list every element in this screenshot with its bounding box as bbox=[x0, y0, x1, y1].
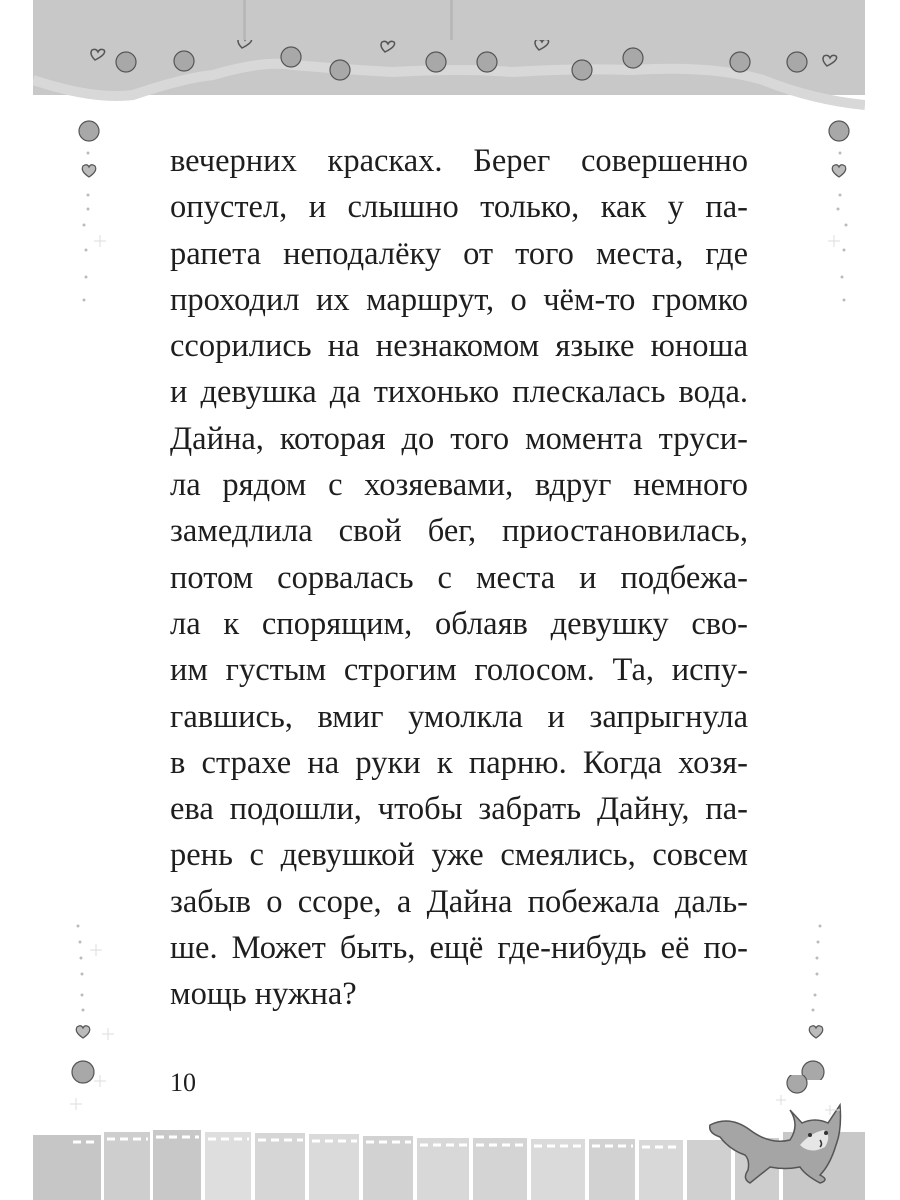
running-dog-icon bbox=[690, 1075, 890, 1200]
text-line: замедлила свой бег, приостановилась, bbox=[170, 513, 748, 550]
text-line: опустел, и слышно только, как у па- bbox=[170, 189, 748, 226]
text-line: ева подошли, чтобы забрать Дайну, па- bbox=[170, 791, 748, 828]
page-number: 10 bbox=[170, 1068, 196, 1097]
text-line: ше. Может быть, ещё где-нибудь её по- bbox=[170, 930, 748, 967]
text-line: рень с девушкой уже смеялись, совсем bbox=[170, 837, 748, 874]
ornament-icon bbox=[787, 1075, 807, 1093]
heart-icon bbox=[832, 165, 846, 177]
ornament-icon bbox=[79, 121, 99, 141]
left-bottom-decoration bbox=[70, 920, 130, 1110]
heart-icon bbox=[82, 165, 96, 177]
text-line: ла к спорящим, облаяв девушку сво- bbox=[170, 605, 748, 642]
text-line: проходил их маршрут, о чём-то громко bbox=[170, 281, 748, 318]
heart-icon bbox=[809, 1026, 823, 1038]
text-line: в страхе на руки к парню. Когда хозя- bbox=[170, 744, 748, 781]
right-bottom-decoration bbox=[800, 920, 860, 1080]
text-line: Дайна, которая до того момента труси- bbox=[170, 420, 748, 457]
text-line: мощь нужна? bbox=[170, 976, 357, 1013]
ornament-icon bbox=[829, 121, 849, 141]
text-line: ла рядом с хозяевами, вдруг немного bbox=[170, 467, 748, 504]
dot-icon bbox=[77, 925, 85, 1012]
left-border-decoration bbox=[70, 105, 120, 335]
text-line: им густым строгим голосом. Та, испу- bbox=[170, 652, 748, 689]
top-garland bbox=[33, 40, 865, 120]
sparkle-icon bbox=[94, 235, 106, 247]
text-line: забыв о ссоре, а Дайна побежала даль- bbox=[170, 883, 748, 920]
text-line: потом сорвалась с места и подбежа- bbox=[170, 559, 748, 596]
heart-icon bbox=[76, 1026, 90, 1038]
text-line: и девушка да тихонько плескалась вода. bbox=[170, 374, 748, 411]
text-line: вечерних красках. Берег совершенно bbox=[170, 143, 748, 179]
text-line: ссорились на незнакомом языке юноша bbox=[170, 328, 748, 365]
body-text bbox=[170, 138, 748, 1018]
text-line: гавшись, вмиг умолкла и запрыгнула bbox=[170, 698, 748, 735]
dot-icon bbox=[812, 925, 822, 1012]
text-line: рапета неподалёку от того места, где bbox=[170, 235, 748, 272]
sparkle-icon bbox=[776, 1095, 840, 1115]
sparkle-icon bbox=[828, 235, 840, 247]
right-border-decoration bbox=[820, 105, 870, 335]
ornament-icon bbox=[72, 1061, 94, 1083]
